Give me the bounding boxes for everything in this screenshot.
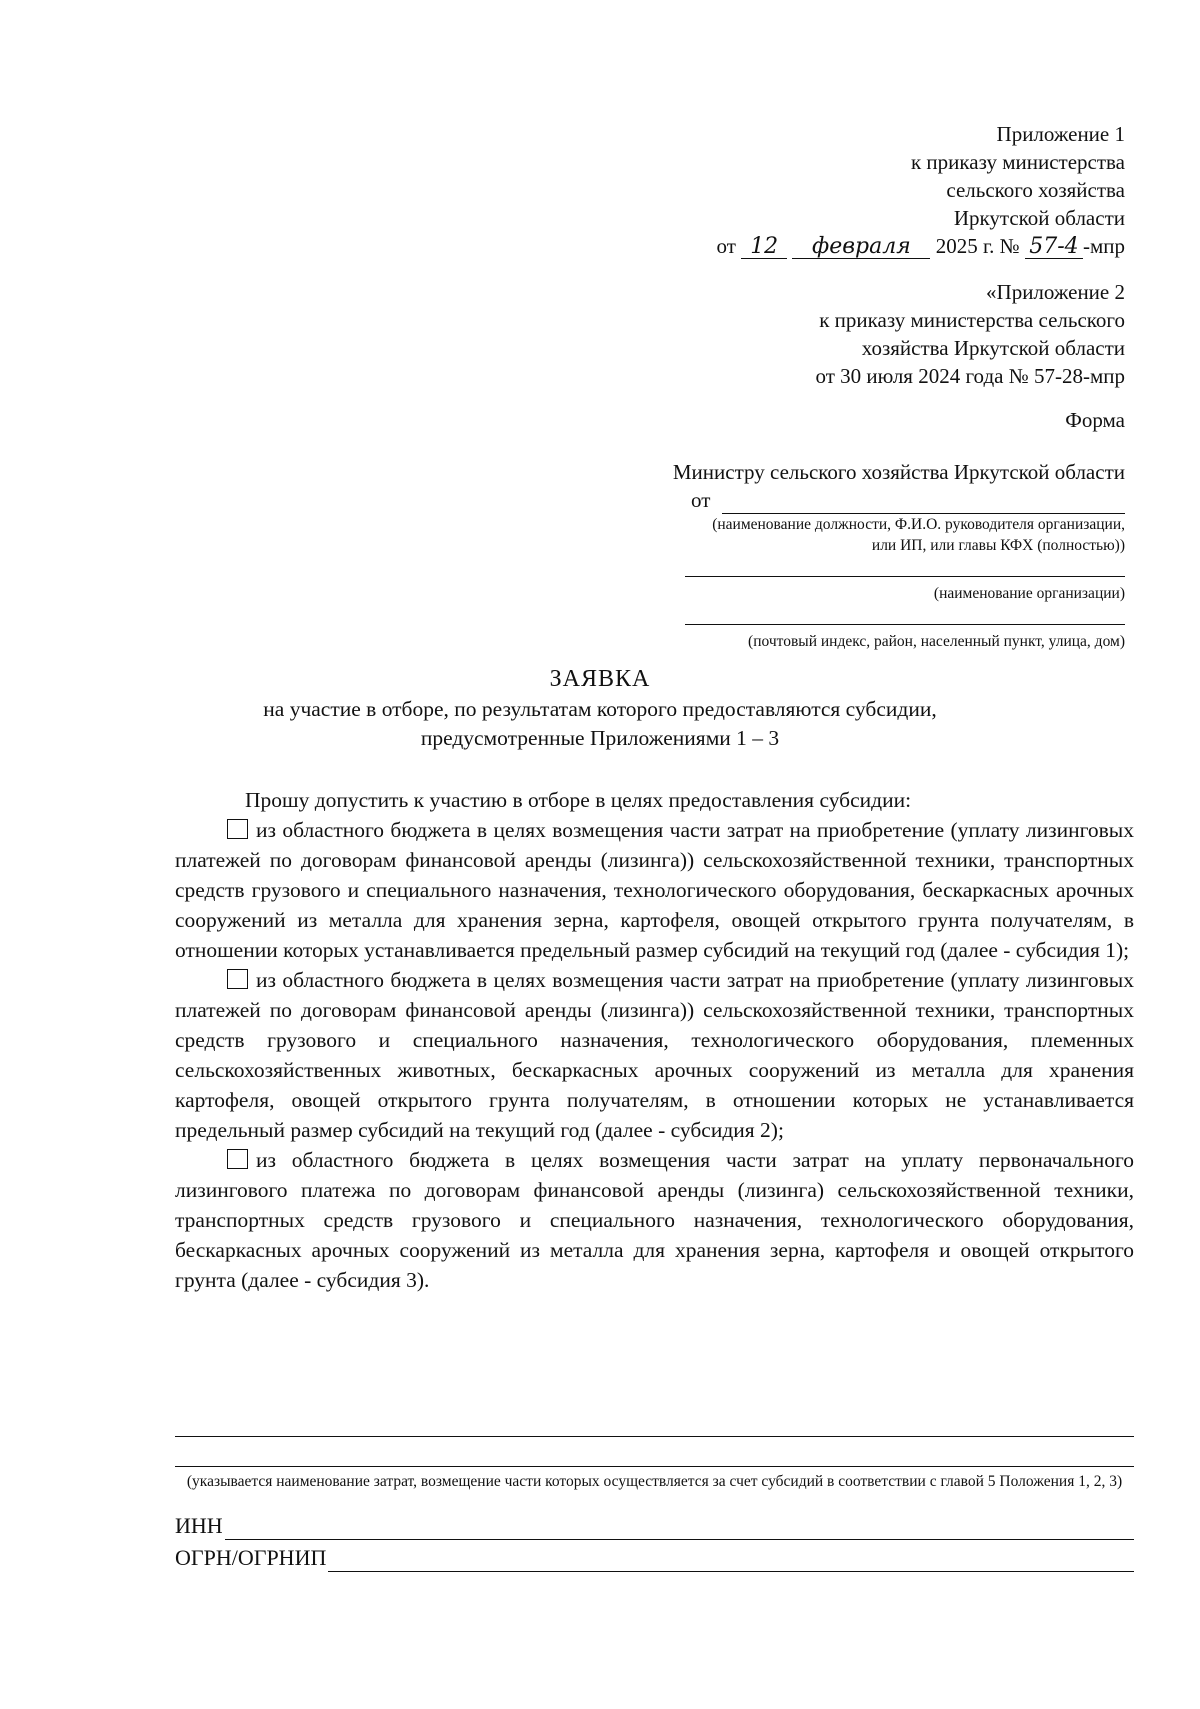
application-title-block (0, 663, 1200, 753)
subtitle-line-2: предусмотренные Приложениями 1 – 3 (420, 726, 780, 750)
handwritten-day: 12 (741, 236, 787, 259)
organization-field[interactable] (685, 558, 1125, 577)
appendix-2-line-2: к приказу министерства сельского (819, 308, 1125, 332)
subsidy-3-text: из областного бюджета в целях возмещения части затрат на уплату первоначального лизингового платежа по договорам финансовой аренды (лизинга) сельскохозяйственной техники, транспортных средств грузового и специального назначения, технологического оборудования, бескаркасных арочных сооружений из металла для хранения зерна, картофеля и овощей открытого грунта (далее - субсидия 3). (175, 1148, 1134, 1292)
inn-field[interactable] (225, 1519, 1134, 1540)
appendix-2-line-3: хозяйства Иркутской области (861, 336, 1125, 360)
appendix-1-line-2: к приказу министерства (910, 150, 1125, 174)
appendix-2-title: «Приложение 2 (986, 280, 1125, 304)
from-row (691, 486, 1125, 514)
application-body (175, 785, 1134, 1295)
inn-row (175, 1512, 1134, 1540)
appendix-1-line-4: Иркутской области (953, 206, 1125, 230)
inn-label: ИНН (175, 1513, 223, 1538)
addressee-to: Министру сельского хозяйства Иркутской области (672, 460, 1125, 484)
caption-address: (почтовый индекс, район, населенный пункт, улица, дом) (748, 633, 1125, 650)
date-prefix: от (716, 234, 736, 258)
subsidy-option-3 (175, 1145, 1134, 1295)
form-label: Форма (1065, 408, 1125, 432)
subsidy-3-checkbox[interactable] (227, 1149, 248, 1169)
costs-caption: (указывается наименование затрат, возмещение части которых осуществляется за счет субсидий в соответствии с главой 5 Положения 1, 2, 3) (186, 1473, 1123, 1490)
from-name-field[interactable] (722, 493, 1125, 514)
appendix-1-date-line (717, 232, 1125, 260)
date-year: 2025 г. № (935, 234, 1020, 258)
ogrn-row (175, 1544, 1134, 1572)
costs-field-line-1[interactable] (175, 1436, 1134, 1437)
subsidy-1-checkbox[interactable] (227, 819, 248, 839)
address-field[interactable] (685, 606, 1125, 625)
appendix-2-header (816, 278, 1125, 390)
subsidy-2-text: из областного бюджета в целях возмещения части затрат на приобретение (уплату лизинговых платежей по договорам финансовой аренды (лизинга)) сельскохозяйственной техники, транспортных средств грузового и специального назначения, технологического оборудования, племенных сельскохозяйственных животных, бескаркасных арочных сооружений из металла для хранения картофеля, овощей открытого грунта получателям, в отношении которых не устанавливается предельный размер субсидий на текущий год (далее - субсидия 2); (175, 968, 1134, 1142)
costs-field-line-2[interactable] (175, 1466, 1134, 1467)
appendix-1-line-3: сельского хозяйства (946, 178, 1125, 202)
subsidy-option-2 (175, 965, 1134, 1145)
appendix-1-title: Приложение 1 (996, 122, 1125, 146)
subsidy-1-text: из областного бюджета в целях возмещения части затрат на приобретение (уплату лизинговых платежей по договорам финансовой аренды (лизинга)) сельскохозяйственной техники, транспортных средств грузового и специального назначения, технологического оборудования, бескаркасных арочных сооружений из металла для хранения зерна, картофеля, овощей открытого грунта получателям, в отношении которых устанавливается предельный размер субсидий на текущий год (далее - субсидия 1); (175, 818, 1134, 962)
subsidy-2-checkbox[interactable] (227, 969, 248, 989)
caption-name-1: (наименование должности, Ф.И.О. руководителя организации, (712, 516, 1125, 533)
handwritten-month: февраля (792, 236, 930, 259)
from-label: от (691, 488, 711, 512)
ogrn-field[interactable] (328, 1551, 1134, 1572)
handwritten-order-number: 57-4 (1025, 236, 1083, 259)
lead-paragraph: Прошу допустить к участию в отборе в целях предоставления субсидии: (245, 788, 912, 812)
caption-organization: (наименование организации) (933, 585, 1125, 602)
appendix-1-header (717, 120, 1125, 260)
caption-name-2: или ИП, или главы КФХ (полностью)) (871, 537, 1125, 554)
ogrn-label: ОГРН/ОГРНИП (175, 1545, 327, 1570)
order-suffix: -мпр (1082, 234, 1125, 258)
appendix-2-line-4: от 30 июля 2024 года № 57-28-мпр (815, 364, 1125, 388)
subtitle-line-1: на участие в отборе, по результатам которого предоставляются субсидии, (263, 697, 937, 721)
subsidy-option-1 (175, 815, 1134, 965)
addressee-block (655, 458, 1125, 652)
application-title: ЗАЯВКА (549, 666, 651, 692)
